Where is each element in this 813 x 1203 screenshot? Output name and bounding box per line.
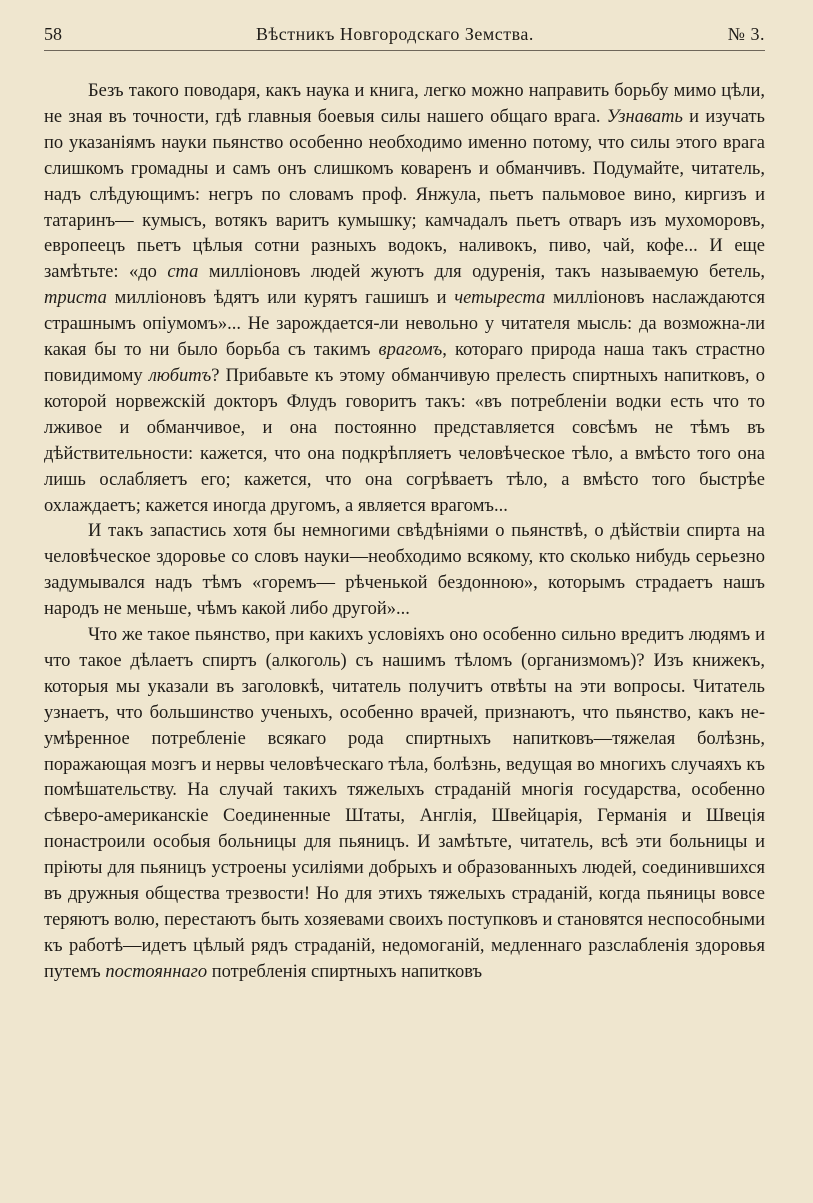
running-header <box>44 22 765 51</box>
paragraph-text: , котораго природа наша такъ страстно повидимому <box>44 340 766 386</box>
italic-emphasis: четыреста <box>454 288 546 309</box>
issue-number: № 3. <box>727 24 765 44</box>
italic-emphasis: триста <box>44 288 107 309</box>
paragraph-text: Безъ такого поводаря, какъ наука и книга, легко можно направить борьбу мимо цѣли, не зная въ точности, гдѣ главныя боевыя силы нашего общаго врага. <box>44 81 765 127</box>
italic-emphasis: ста <box>167 262 199 283</box>
paragraph-text: И такъ запастись хотя бы немногими свѣдѣніями о пьянствѣ, о дѣйствіи спирта на человѣческое здоровье со словъ науки—необходимо всякому, кто сколько нибудь серьезно задумывался надъ тѣмъ «горемъ— рѣченькой бездонною», которымъ страдаетъ нашъ народъ не меньше, чѣмъ какой либо другой»... <box>44 521 765 620</box>
paragraph-text: Что же такое пьянство, при какихъ условіяхъ оно особенно сильно вредитъ людямъ и что такое дѣлаетъ спиртъ (алкоголь) съ нашимъ тѣломъ (организмомъ)? Изъ книжекъ, которыя мы указали въ заголовкѣ, читатель получитъ отвѣты на эти вопросы. Читатель узнаетъ, что большинство ученыхъ, особенно врачей, признаютъ, что пьянство, какъ неумѣренное потребленіе всякаго рода спиртныхъ напитковъ—тяжелая болѣзнь, поражающая мозгъ и нервы человѣческаго тѣла, болѣзнь, ведущая во многихъ случаяхъ къ помѣшательству. На случай такихъ тяжелыхъ страданій многія государства, особенно сѣверо-американскіе Соединенные Штаты, Англія, Швейцарія, Германія и Швеція понастроили особыя больницы для пьяницъ. И замѣтьте, читатель, всѣ эти больницы и пріюты для пьяницъ устроены усиліями добрыхъ и образованныхъ людей, соединившихся въ дружныя общества трезвости! Но для этихъ тяжелыхъ страданій, когда пьяницы вовсе теряютъ волю, перестаютъ быть хозяевами своихъ поступковъ и становятся неспособными къ работѣ—идетъ цѣлый рядъ страданій, недомоганій, медленнаго разслабленія здоровья путемъ <box>44 625 765 982</box>
paragraph-text: милліоновъ людей жуютъ для одуренія, такъ называемую бетель, <box>198 262 766 283</box>
body-paragraph <box>44 519 765 623</box>
body-paragraph <box>44 79 765 519</box>
italic-emphasis: постояннаго <box>105 961 208 982</box>
journal-title: Вѣстникъ Новгородскаго Земства. <box>255 24 534 44</box>
paragraph-text: милліоновъ ѣдятъ или курятъ гашишъ и <box>106 288 455 309</box>
paragraph-text: потребленія спиртныхъ напитковъ <box>207 961 483 982</box>
body-paragraph <box>44 623 765 986</box>
paragraph-text: ? Прибавьте къ этому обманчивую прелесть спиртныхъ напитковъ, о которой норвежскій докторъ Флудъ говоритъ такъ: «въ потребленіи водки есть что то лживое и обманчивое, и она постоянно представляется совсѣмъ не тѣмъ въ дѣйствительности: кажется, что она подкрѣпляетъ человѣческое тѣло, а вмѣсто того она лишь ослабляетъ его; кажется, что она согрѣваетъ тѣло, а вмѣсто того быстрѣе охлаждаетъ; кажется иногда другомъ, а является врагомъ... <box>44 365 765 516</box>
page-number: 58 <box>44 24 62 44</box>
italic-emphasis: Узнавать <box>606 106 683 127</box>
italic-emphasis: любитъ <box>148 365 212 386</box>
article-body <box>44 79 765 986</box>
paragraph-text: милліоновъ наслаждаются страшнымъ опіумомъ»... Не зарождается-ли невольно у читателя мысль: да возможна-ли какая бы то ни было борьба съ такимъ <box>44 288 765 361</box>
italic-emphasis: врагомъ <box>378 340 443 361</box>
paragraph-text: и изучать по указаніямъ науки пьянство особенно необходимо именно потому, что силы этого врага слишкомъ громадны и самъ онъ слишкомъ коваренъ и обманчивъ. Подумайте, читатель, надъ слѣдующимъ: негръ по словамъ проф. Янжула, пьетъ пальмовое вино, киргизъ и татаринъ— кумысъ, вотякъ варитъ кумышку; камчадалъ пьетъ отваръ изъ мухоморовъ, европеецъ пьетъ цѣлыя сотни разныхъ водокъ, наливокъ, пиво, чай, кофе... И еще замѣтьте: «до <box>44 106 765 283</box>
